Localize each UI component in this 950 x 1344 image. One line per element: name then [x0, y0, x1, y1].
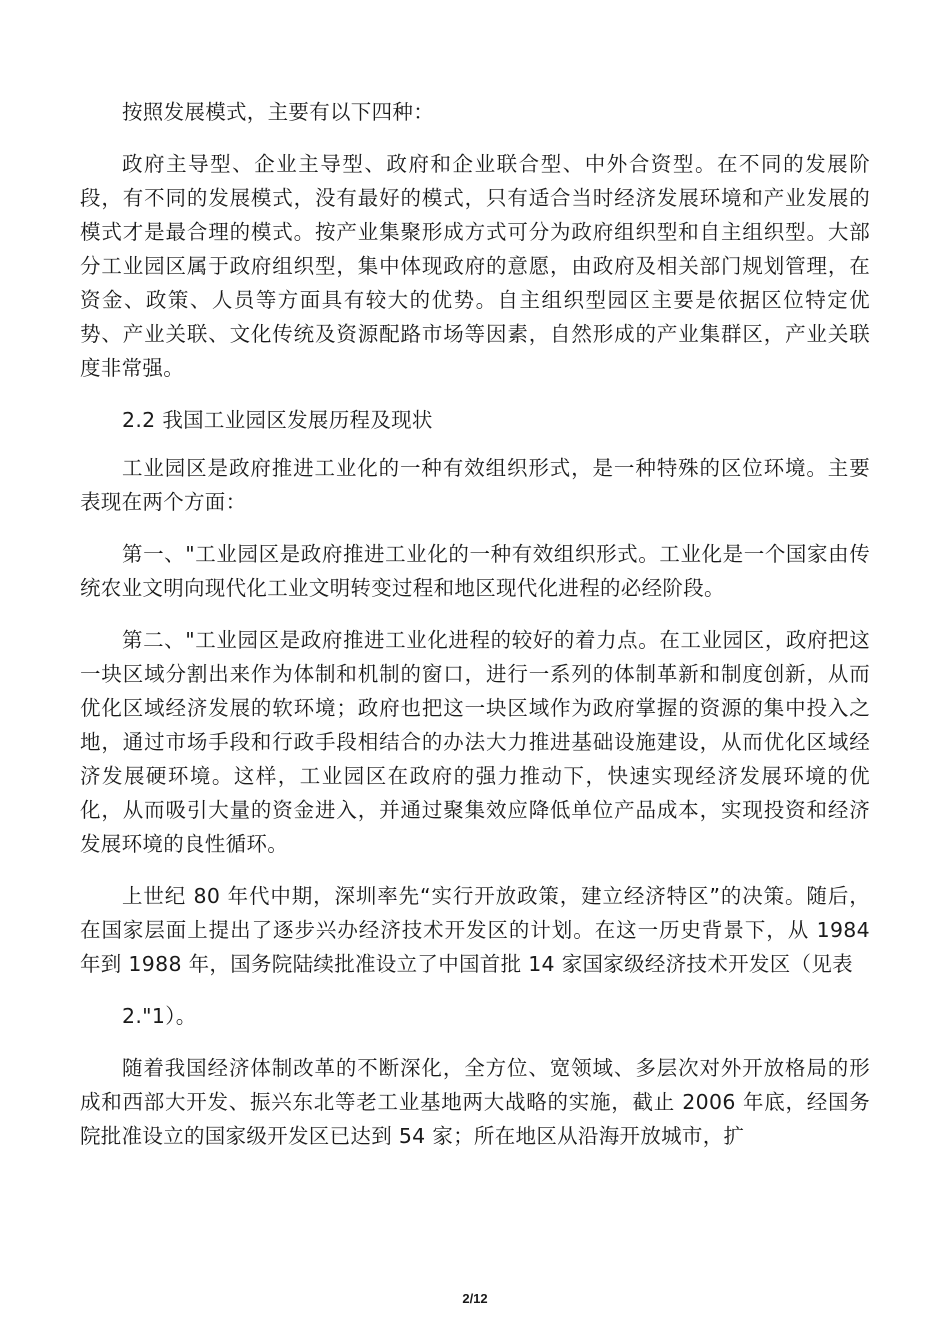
document-page — [80, 95, 870, 1153]
paragraph-history-1980s: 上世纪 80 年代中期，深圳率先“实行开放政策，建立经济特区”的决策。随后，在国家层面上提出了逐步兴办经济技术开发区的计划。在这一历史背景下，从 1984 年到 1988 年，国务院陆续批准设立了中国首批 14 家国家级经济技术开发区（见表 — [80, 884, 870, 976]
paragraph-reform-deepening: 随着我国经济体制改革的不断深化，全方位、宽领域、多层次对外开放格局的形成和西部大开发、振兴东北等老工业基地两大战略的实施，截止 2006 年底，经国务院批准设立的国家级开发区已达到 54 家；所在地区从沿海开放城市，扩 — [80, 1056, 870, 1148]
paragraph-table-reference: 2."1）。 — [122, 1004, 197, 1028]
paragraph-second-point: 第二、"工业园区是政府推进工业化进程的较好的着力点。在工业园区，政府把这一块区域分割出来作为体制和机制的窗口，进行一系列的体制革新和制度创新，从而优化区域经济发展的软环境；政府也把这一块区域作为政府掌握的资源的集中投入之地，通过市场手段和行政手段相结合的办法大力推进基础设施建设，从而优化区域经济发展硬环境。这样，工业园区在政府的强力推动下，快速实现经济发展环境的优化，从而吸引大量的资金进入，并通过聚集效应降低单位产品成本，实现投资和经济发展环境的良性循环。 — [80, 628, 870, 856]
paragraph-first-point: 第一、"工业园区是政府推进工业化的一种有效组织形式。工业化是一个国家由传统农业文明向现代化工业文明转变过程和地区现代化进程的必经阶段。 — [80, 542, 870, 600]
page-number: 2/12 — [462, 1291, 488, 1306]
paragraph-industrial-park-definition: 工业园区是政府推进工业化的一种有效组织形式，是一种特殊的区位环境。主要表现在两个方面： — [80, 456, 870, 514]
section-heading-2-2: 2.2 我国工业园区发展历程及现状 — [122, 408, 433, 432]
paragraph-development-modes: 政府主导型、企业主导型、政府和企业联合型、中外合资型。在不同的发展阶段，有不同的发展模式，没有最好的模式，只有适合当时经济发展环境和产业发展的模式才是最合理的模式。按产业集聚形成方式可分为政府组织型和自主组织型。大部分工业园区属于政府组织型，集中体现政府的意愿，由政府及相关部门规划管理，在资金、政策、人员等方面具有较大的优势。自主组织型园区主要是依据区位特定优势、产业关联、文化传统及资源配路市场等因素，自然形成的产业集群区，产业关联度非常强。 — [80, 152, 870, 380]
paragraph-development-modes-intro: 按照发展模式，主要有以下四种： — [122, 100, 434, 124]
